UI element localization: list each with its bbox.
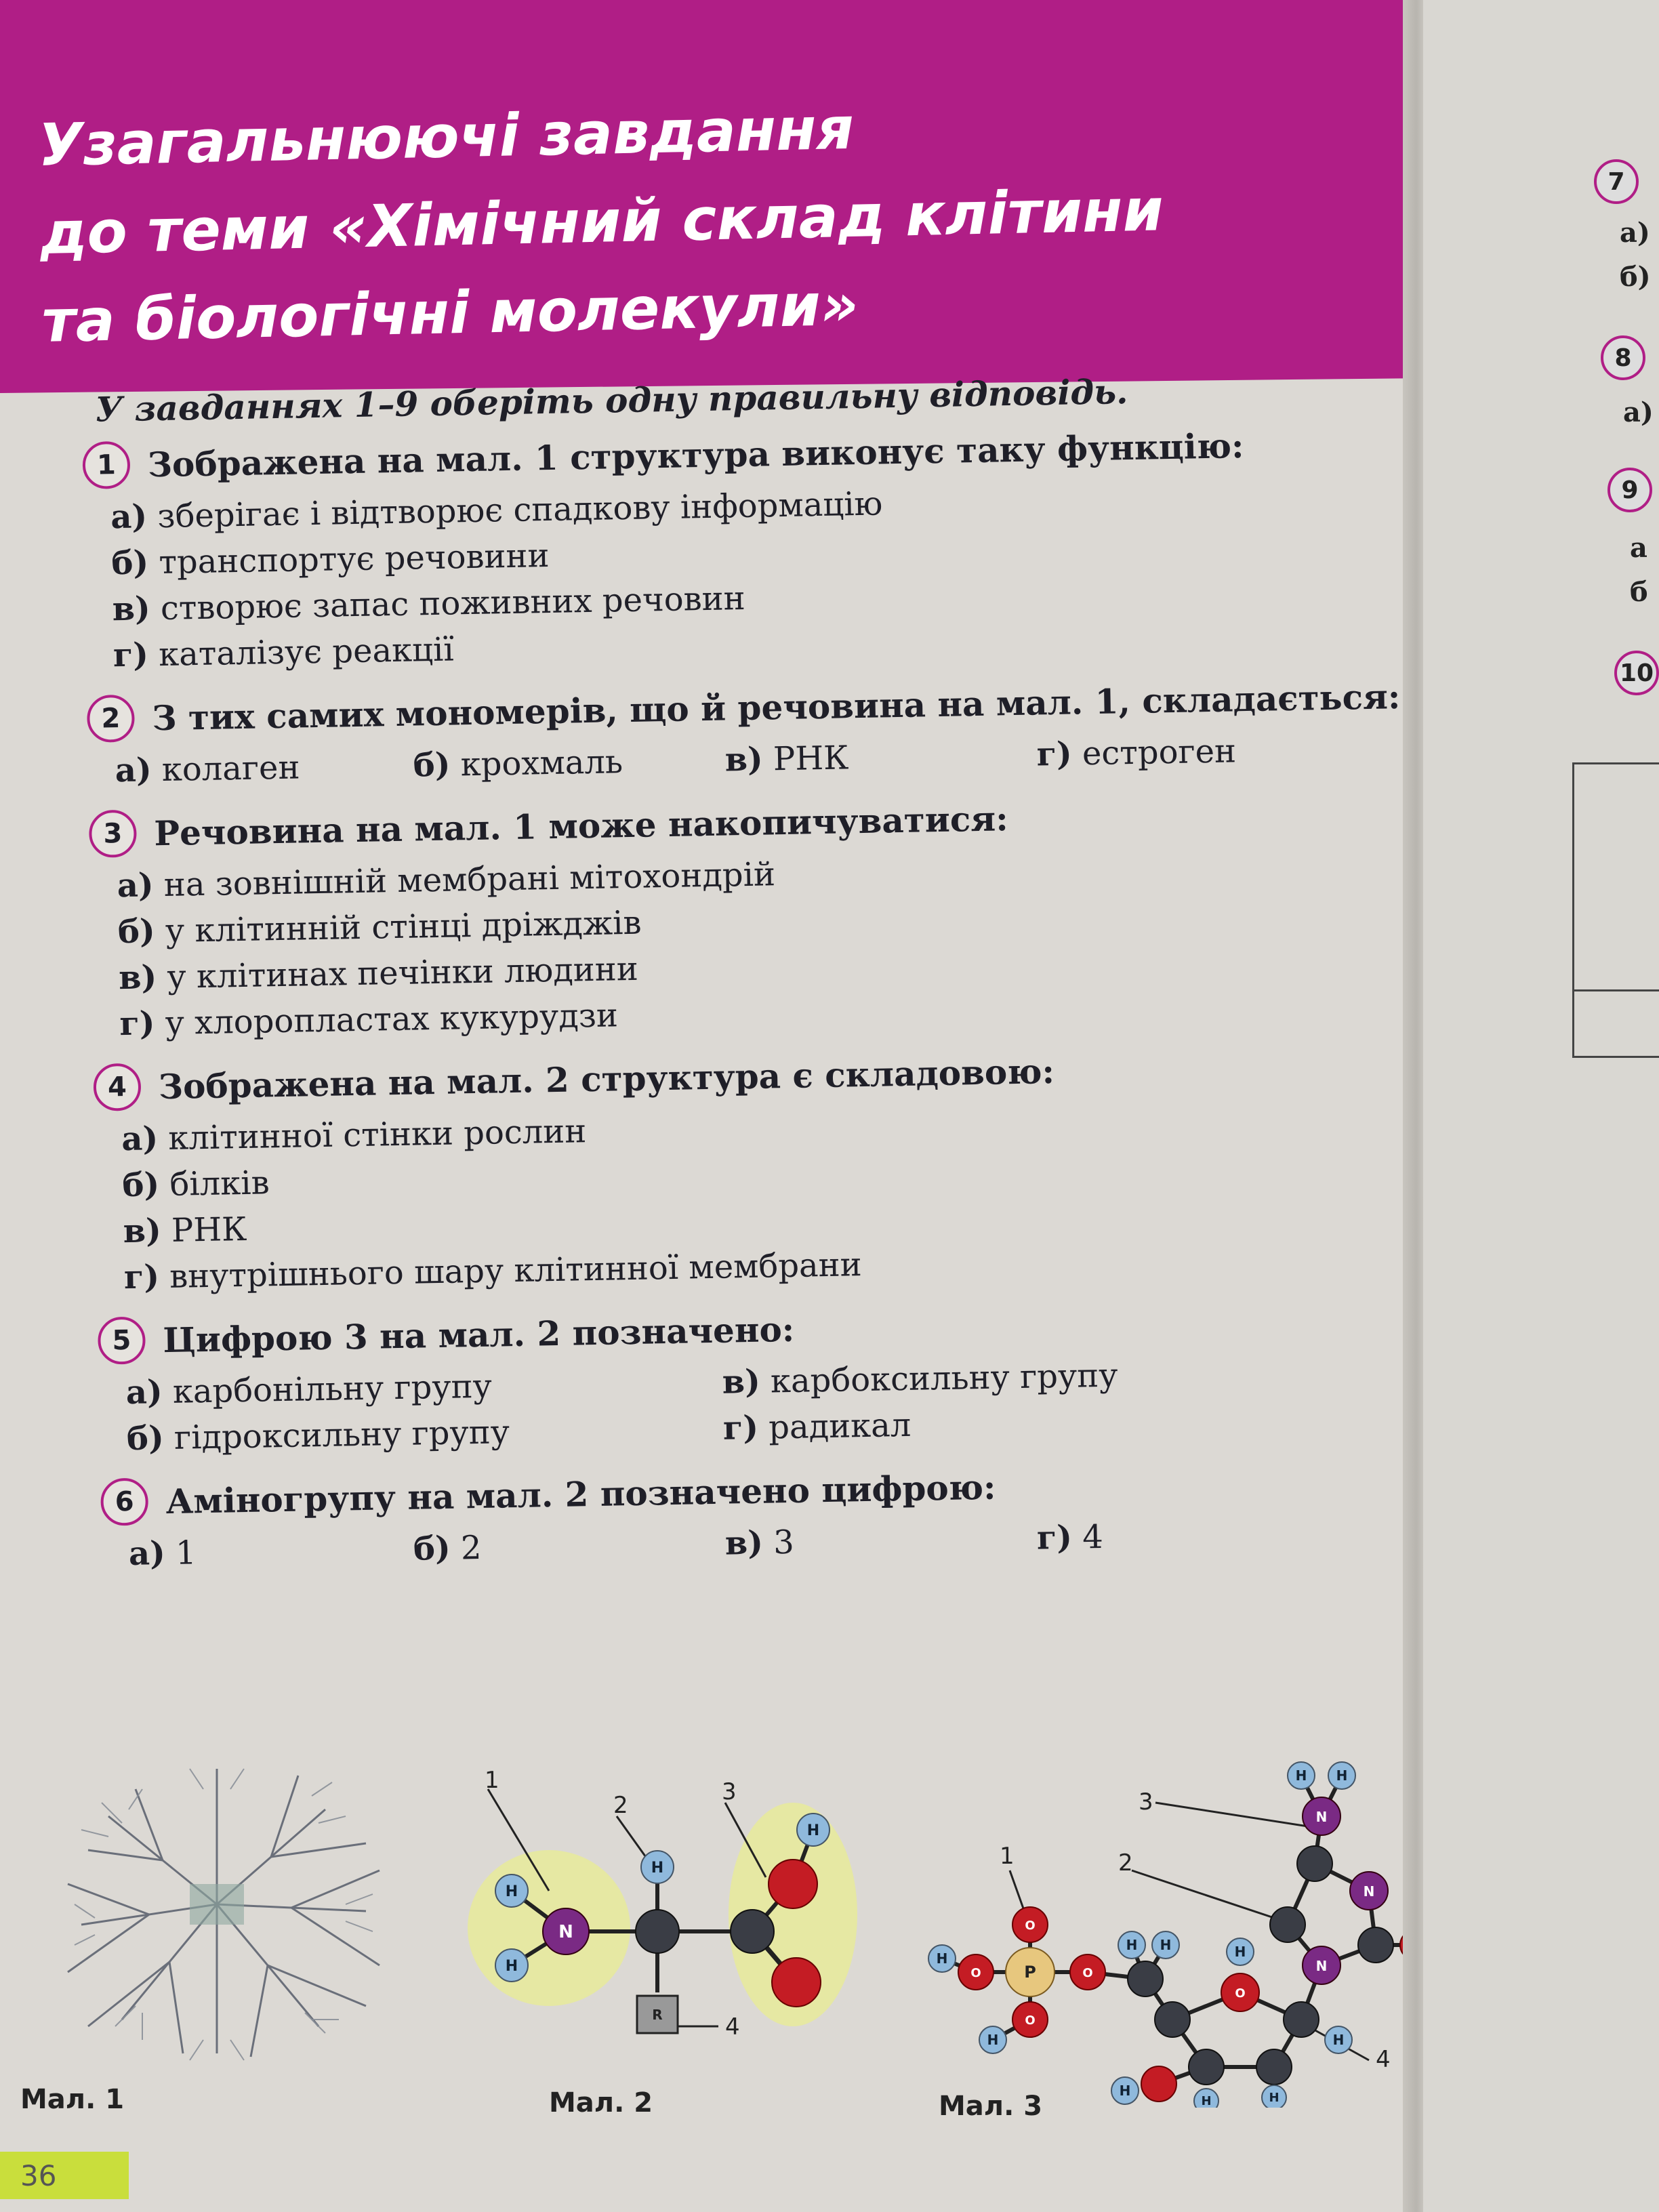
adjacent-figure-divider	[1572, 989, 1659, 991]
fig3-leader-2	[1132, 1870, 1294, 1925]
question-text: Речовина на мал. 1 може накопичуватися:	[153, 798, 1009, 853]
questions-section	[81, 366, 1423, 1593]
answer-option[interactable]: в) створює запас поживних речовин	[112, 579, 746, 629]
answer-option[interactable]: в) РНК	[123, 1210, 247, 1251]
svg-text:P: P	[1024, 1963, 1036, 1982]
svg-text:H: H	[1234, 1944, 1246, 1960]
question-3	[89, 787, 1423, 1048]
fig3-label: Мал. 3	[939, 2091, 1043, 2122]
svg-text:H: H	[806, 1822, 820, 1839]
answer-option[interactable]: а) клітинної стінки рослин	[121, 1112, 587, 1159]
option-letter: б	[1630, 576, 1648, 608]
atom-o	[769, 1860, 817, 1908]
question-5	[98, 1294, 1423, 1462]
option-letter: а)	[1623, 396, 1654, 428]
svg-text:H: H	[505, 1958, 518, 1975]
answer-option[interactable]: г) 4	[1036, 1517, 1104, 1557]
atom-c	[636, 1910, 679, 1953]
answer-option[interactable]: б) крохмаль	[413, 743, 623, 785]
question-text: З тих самих мономерів, що й речовина на мал. 1, складається:	[151, 676, 1401, 738]
svg-text:O: O	[1025, 2013, 1036, 2028]
answer-option[interactable]: г) внутрішнього шару клітинної мембрани	[123, 1246, 863, 1297]
instruction-text: У завданнях 1–9 оберіть одну правильну відповідь.	[94, 371, 1128, 430]
question-text: Зображена на мал. 1 структура виконує таку функцію:	[147, 425, 1244, 485]
question-number: 7	[1594, 159, 1639, 204]
answer-option[interactable]: в) у клітинах печінки людини	[118, 949, 639, 998]
question-text: Зображена на мал. 2 структура є складовою:	[158, 1050, 1055, 1107]
page-number: 36	[0, 2152, 129, 2199]
question-6	[100, 1455, 1423, 1578]
svg-text:O: O	[970, 1966, 981, 1980]
svg-text:H: H	[1336, 1767, 1348, 1784]
svg-text:H: H	[1201, 2094, 1212, 2108]
fig2-callout-1: 1	[485, 1769, 499, 1794]
question-number: 4	[93, 1063, 141, 1111]
fig2-amino-acid	[447, 1769, 881, 2081]
answer-option[interactable]: б) білків	[122, 1164, 270, 1205]
svg-text:H: H	[1269, 2091, 1279, 2105]
option-letter: а)	[1620, 217, 1650, 249]
option-letter: а	[1630, 532, 1647, 564]
svg-text:H: H	[1332, 2032, 1345, 2048]
answer-option[interactable]: а) на зовнішній мембрані мітохондрій	[117, 855, 776, 905]
answer-option[interactable]: а) 1	[128, 1534, 197, 1574]
title-line-3: та біологічні молекули»	[41, 270, 859, 356]
atom-o	[772, 1958, 821, 2007]
svg-text:N: N	[1315, 1809, 1328, 1825]
fig3-callout-3: 3	[1139, 1788, 1153, 1816]
answer-option[interactable]: г) каталізує реакції	[112, 630, 455, 675]
fig3-callout-2: 2	[1118, 1849, 1133, 1877]
svg-text:H: H	[1160, 1937, 1172, 1953]
answer-option[interactable]: а) зберігає і відтворює спадкову інформацію	[110, 485, 883, 537]
answer-option[interactable]: а) карбонільну групу	[125, 1367, 493, 1412]
answer-option[interactable]: б) у клітинній стінці дріжджів	[117, 903, 642, 951]
answer-option[interactable]: г) радикал	[722, 1406, 912, 1448]
question-number: 6	[100, 1478, 148, 1526]
fig1-branched-molecule	[27, 1748, 407, 2067]
question-number: 1	[82, 441, 130, 489]
answer-option[interactable]: а) колаген	[115, 748, 300, 790]
title-line-2: до теми «Хімічний склад клітини	[39, 176, 1164, 268]
svg-text:H: H	[936, 1950, 948, 1967]
fig2-callout-4: 4	[725, 2013, 740, 2041]
answer-option[interactable]: б) транспортує речовини	[110, 536, 550, 583]
fig3-callout-4: 4	[1376, 2046, 1391, 2073]
question-number: 5	[98, 1317, 146, 1365]
question-number: 10	[1614, 651, 1659, 695]
figures-area	[0, 1708, 1423, 2128]
question-text: Аміногрупу на мал. 2 позначено цифрою:	[165, 1467, 996, 1521]
question-4	[93, 1040, 1423, 1301]
answer-option[interactable]: г) у хлоропластах кукурудзи	[119, 996, 619, 1044]
fig1-label: Мал. 1	[20, 2084, 125, 2115]
title-line-1: Узагальнюючі завдання	[37, 94, 855, 180]
fig2-label: Мал. 2	[549, 2087, 653, 2118]
page-title	[37, 74, 1364, 366]
svg-text:N: N	[1363, 1883, 1375, 1900]
question-number: 8	[1601, 335, 1645, 380]
question-number: 2	[87, 695, 135, 743]
svg-text:H: H	[651, 1860, 664, 1877]
answer-option[interactable]: в) 3	[724, 1523, 795, 1563]
question-1	[82, 418, 1423, 679]
svg-text:N: N	[1315, 1958, 1328, 1974]
adjacent-page	[1423, 0, 1659, 2212]
svg-text:O: O	[1082, 1966, 1093, 1980]
svg-text:H: H	[1126, 1937, 1138, 1953]
adjacent-figure-frame	[1572, 762, 1659, 1058]
question-number: 3	[89, 810, 137, 858]
svg-text:R: R	[652, 2007, 663, 2023]
svg-text:N: N	[558, 1922, 573, 1942]
fig3-nucleotide	[922, 1701, 1423, 2108]
svg-text:H: H	[1295, 1767, 1307, 1784]
fig2-callout-2: 2	[613, 1792, 628, 1819]
fig2-callout-3: 3	[722, 1778, 737, 1805]
answer-option[interactable]: б) гідроксильну групу	[126, 1413, 510, 1458]
answer-option[interactable]: в) РНК	[724, 739, 849, 779]
svg-text:O: O	[1235, 1986, 1246, 2001]
answer-option[interactable]: б) 2	[413, 1528, 482, 1568]
fig3-leader-3	[1155, 1803, 1308, 1826]
question-number: 9	[1607, 468, 1652, 512]
answer-option[interactable]: в) карбоксильну групу	[722, 1356, 1118, 1401]
answer-option[interactable]: г) естроген	[1036, 732, 1237, 774]
svg-text:H: H	[505, 1883, 518, 1900]
option-letter: б)	[1620, 261, 1651, 293]
question-2	[87, 672, 1423, 794]
svg-text:H: H	[1119, 2083, 1131, 2099]
fig3-callout-1: 1	[1000, 1843, 1015, 1870]
svg-text:O: O	[1025, 1919, 1036, 1933]
question-text: Цифрою 3 на мал. 2 позначено:	[162, 1309, 795, 1360]
atom-c	[731, 1910, 774, 1953]
svg-text:H: H	[987, 2032, 999, 2048]
